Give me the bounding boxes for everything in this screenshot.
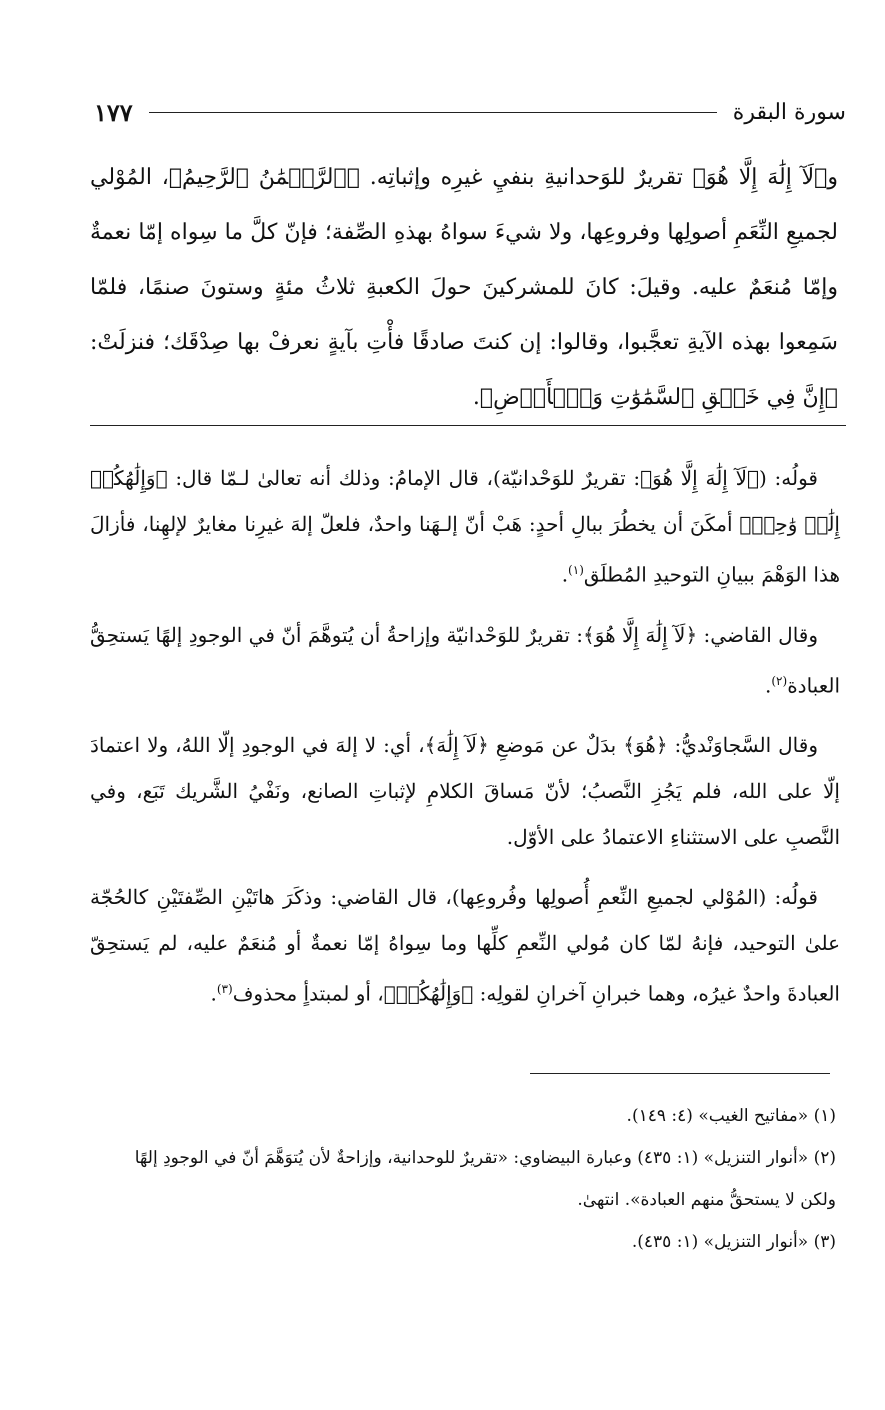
footnote-ref-1: (١) <box>568 563 584 577</box>
page-header <box>94 92 846 132</box>
footnote-1: (١) «مفاتيح الغيب» (٤: ١٤٩). <box>626 1106 836 1126</box>
page-number: ١٧٧ <box>94 97 133 127</box>
commentary-paragraph-4: قولُه: (المُوْلي لجميعِ النِّعمِ أُصولِها وفُروعِها)، قال القاضي: وذكَرَ هاتَيْنِ الصِّفتَيْنِ كالحُجّة علىٰ التوحيد، فإنهُ لمّا كان مُولي النِّعمِ كلِّها وما سِواهُ إمّا نعمةٌ أو مُنعَمٌ عليه، لم يَستحِقّ العبادةَ واحدٌ غيرُه، وهما خبرانِ آخرانِ لقولِه: ﴿وَإِلَٰهُكُمۡ﴾، أو لمبتدأٍ محذوف$^{(٣)}$. <box>90 885 840 1006</box>
footnote-ref-3: (٣) <box>216 982 233 997</box>
footnote-divider <box>530 1073 830 1074</box>
commentary-paragraph-3 <box>90 722 840 860</box>
commentary <box>90 455 840 1031</box>
header-rule <box>149 112 717 113</box>
commentary-text-2: وقال القاضي: ﴿لَآ إِلَٰهَ إِلَّا هُوَ﴾: تقريرٌ للوَحْدانيّة وإزاحةُ أن يُتوهَّمَ أنّ في الوجودِ إلهًا يَستحِقُّ العبادة <box>90 622 840 698</box>
commentary-paragraph-2: وقال القاضي: ﴿لَآ إِلَٰهَ إِلَّا هُوَ﴾: تقريرٌ للوَحْدانيّة وإزاحةُ أن يُتوهَّمَ أنّ في الوجودِ إلهًا يَستحِقُّ العبادة$^{(٢)}$. <box>90 622 840 698</box>
footnote-3: (٣) «أنوار التنزيل» (١: ٤٣٥). <box>631 1232 836 1252</box>
surah-name: سورة البقرة <box>732 99 846 125</box>
commentary-text-1: قولُه: (﴿لَآ إِلَٰهَ إِلَّا هُوَ﴾: تقريرٌ للوَحْدانيّة)، قال الإمامُ: وذلك أنه تعالىٰ لـمّا قال: ﴿وَإِلَٰهُكُمۡ إِلَٰهٞ وَٰحِدٞ﴾ أمكَنَ أن يخطُرَ ببالِ أحدٍ: هَبْ أنّ إلـهَنا واحدٌ، فلعلّ إلهَ غيرِنا مغايرٌ لإلهِنا، فأزالَ هذا الوَهْمَ ببيانِ التوحيدِ المُطلَق <box>90 466 840 587</box>
main-paragraph: و﴿لَآ إِلَٰهَ إِلَّا هُوَ﴾ تقريرٌ للوَحدانيةِ بنفيِ غيرِه وإثباتِه. ﴿ٱلرَّحۡمَٰنُ ٱلرَّحِيمُ﴾، المُوْلي لجميعِ النِّعَمِ أصولِها وفروعِها، ولا شيءَ سواهُ بهذهِ الصِّفة؛ فإنّ كلَّ ما سِواه إمّا نعمةٌ وإمّا مُنعَمٌ عليه. وقيلَ: كانَ للمشركينَ حولَ الكعبةِ ثلاثُ مئةٍ وستونَ صنمًا، فلمّا سَمِعوا بهذه الآيةِ تعجَّبوا، وقالوا: إن كنتَ صادقًا فأْتِ بآيةٍ نعرفْ بها صِدْقَك؛ فنزلَتْ: ﴿إِنَّ فِي خَلۡقِ ٱلسَّمَٰوَٰتِ وَٱلۡأَرۡضِ﴾. <box>90 165 838 410</box>
commentary-text-3: وقال السَّجاوَنْديُّ: ﴿هُوَ﴾ بدَلٌ عن مَوضعِ ﴿لَآ إِلَٰهَ﴾، أي: لا إلهَ في الوجودِ إلّا اللهُ، ولا اعتمادَ إلّا على الله، فلم يَجُزِ النَّصبُ؛ لأنّ مَساقَ الكلامِ لإثباتِ الصانع، ونَفْيُ الشَّريك تَبَع، وفي النَّصبِ على الاستثناءِ الاعتمادُ على الأوّل. <box>90 733 840 850</box>
footnote-ref-2: (٢) <box>771 673 788 688</box>
footnote-2: (٢) «أنوار التنزيل» (١: ٤٣٥) وعبارة البيضاوي: «تقريرٌ للوحدانية، وإزاحةٌ لأن يُتوَهَّمَ أنّ في الوجودِ إلهًا <box>134 1148 836 1168</box>
section-divider <box>90 425 846 426</box>
footnotes <box>90 1098 836 1266</box>
main-text <box>90 150 838 425</box>
footnote-2-continuation: ولكن لا يستحقُّ منهم العبادة». انتهىٰ. <box>577 1190 836 1210</box>
commentary-text-4: قولُه: (المُوْلي لجميعِ النِّعمِ أُصولِها وفُروعِها)، قال القاضي: وذكَرَ هاتَيْنِ الصِّفتَيْنِ كالحُجّة علىٰ التوحيد، فإنهُ لمّا كان مُولي النِّعمِ كلِّها وما سِواهُ إمّا نعمةٌ أو مُنعَمٌ عليه، لم يَستحِقّ العبادةَ واحدٌ غيرُه، وهما خبرانِ آخرانِ لقولِه: ﴿وَإِلَٰهُكُمۡ﴾، أو لمبتدأٍ محذوف <box>90 885 840 1006</box>
commentary-paragraph-1: قولُه: (﴿لَآ إِلَٰهَ إِلَّا هُوَ﴾: تقريرٌ للوَحْدانيّة)، قال الإمامُ: وذلك أنه تعالىٰ لـمّا قال: ﴿وَإِلَٰهُكُمۡ إِلَٰهٞ وَٰحِدٞ﴾ أمكَنَ أن يخطُرَ ببالِ أحدٍ: هَبْ أنّ إلـهَنا واحدٌ، فلعلّ إلهَ غيرِنا مغايرٌ لإلهِنا، فأزالَ هذا الوَهْمَ ببيانِ التوحيدِ المُطلَق$^{(١)}$. <box>90 466 840 587</box>
